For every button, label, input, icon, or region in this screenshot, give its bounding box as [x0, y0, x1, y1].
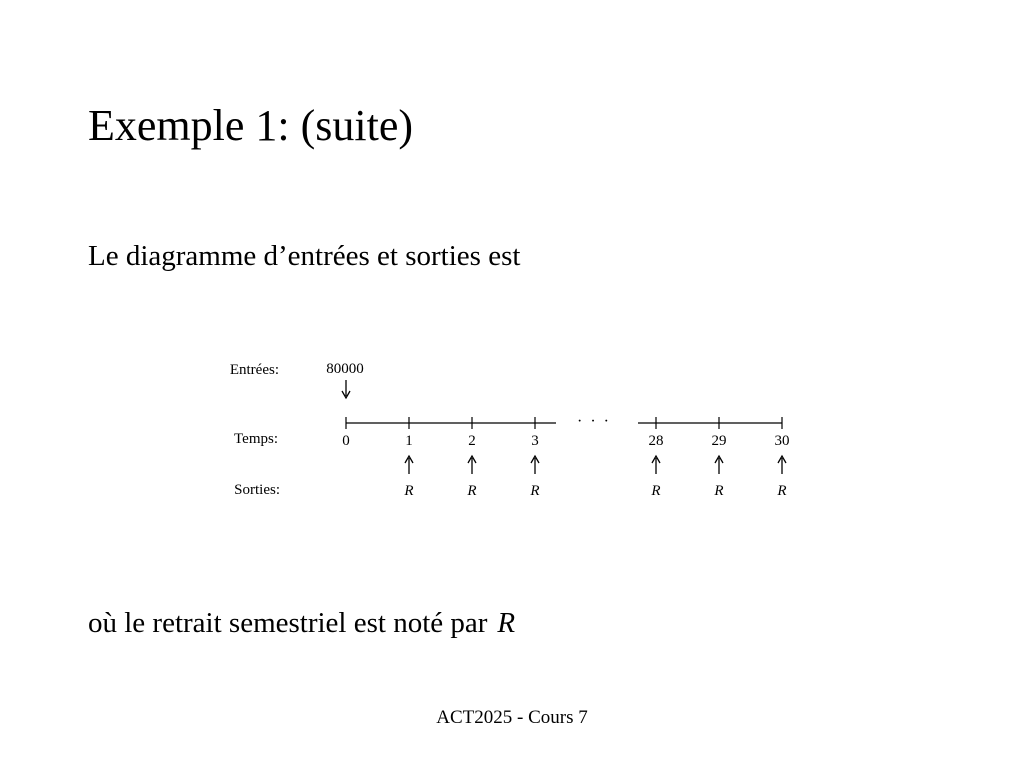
slide-title: Exemple 1: (suite): [88, 101, 414, 150]
output-label-29: R: [714, 483, 724, 499]
output-arrow-head-3: [531, 456, 539, 463]
note-prefix: où le retrait semestriel est noté par: [88, 607, 488, 639]
time-label-3: 3: [531, 433, 539, 449]
intro-text: Le diagramme d’entrées et sorties est: [88, 240, 521, 272]
row-label-outputs: Sorties:: [234, 482, 280, 498]
row-label-inputs: Entrées:: [229, 362, 279, 378]
output-arrow-head-28: [652, 456, 660, 463]
time-label-30: 30: [774, 433, 790, 449]
time-label-28: 28: [648, 433, 664, 449]
time-label-2: 2: [468, 433, 476, 449]
time-label-0: 0: [342, 433, 350, 449]
footer: ACT2025 - Cours 7: [436, 707, 588, 728]
output-label-28: R: [651, 483, 661, 499]
output-label-30: R: [777, 483, 787, 499]
input-amount-0: 80000: [326, 361, 364, 377]
output-label-2: R: [467, 483, 477, 499]
note-variable: R: [497, 607, 516, 639]
output-arrow-head-30: [778, 456, 786, 463]
time-label-1: 1: [405, 433, 413, 449]
output-label-3: R: [530, 483, 540, 499]
time-label-29: 29: [711, 433, 727, 449]
output-arrow-head-2: [468, 456, 476, 463]
timeline-gap-marker: · · ·: [577, 413, 611, 430]
row-label-time: Temps:: [234, 431, 278, 447]
note-text: [88, 605, 515, 641]
input-arrow-head-0: [342, 391, 350, 398]
diagram-marks: [326, 361, 789, 499]
output-arrow-head-29: [715, 456, 723, 463]
output-label-1: R: [404, 483, 414, 499]
output-arrow-head-1: [405, 456, 413, 463]
